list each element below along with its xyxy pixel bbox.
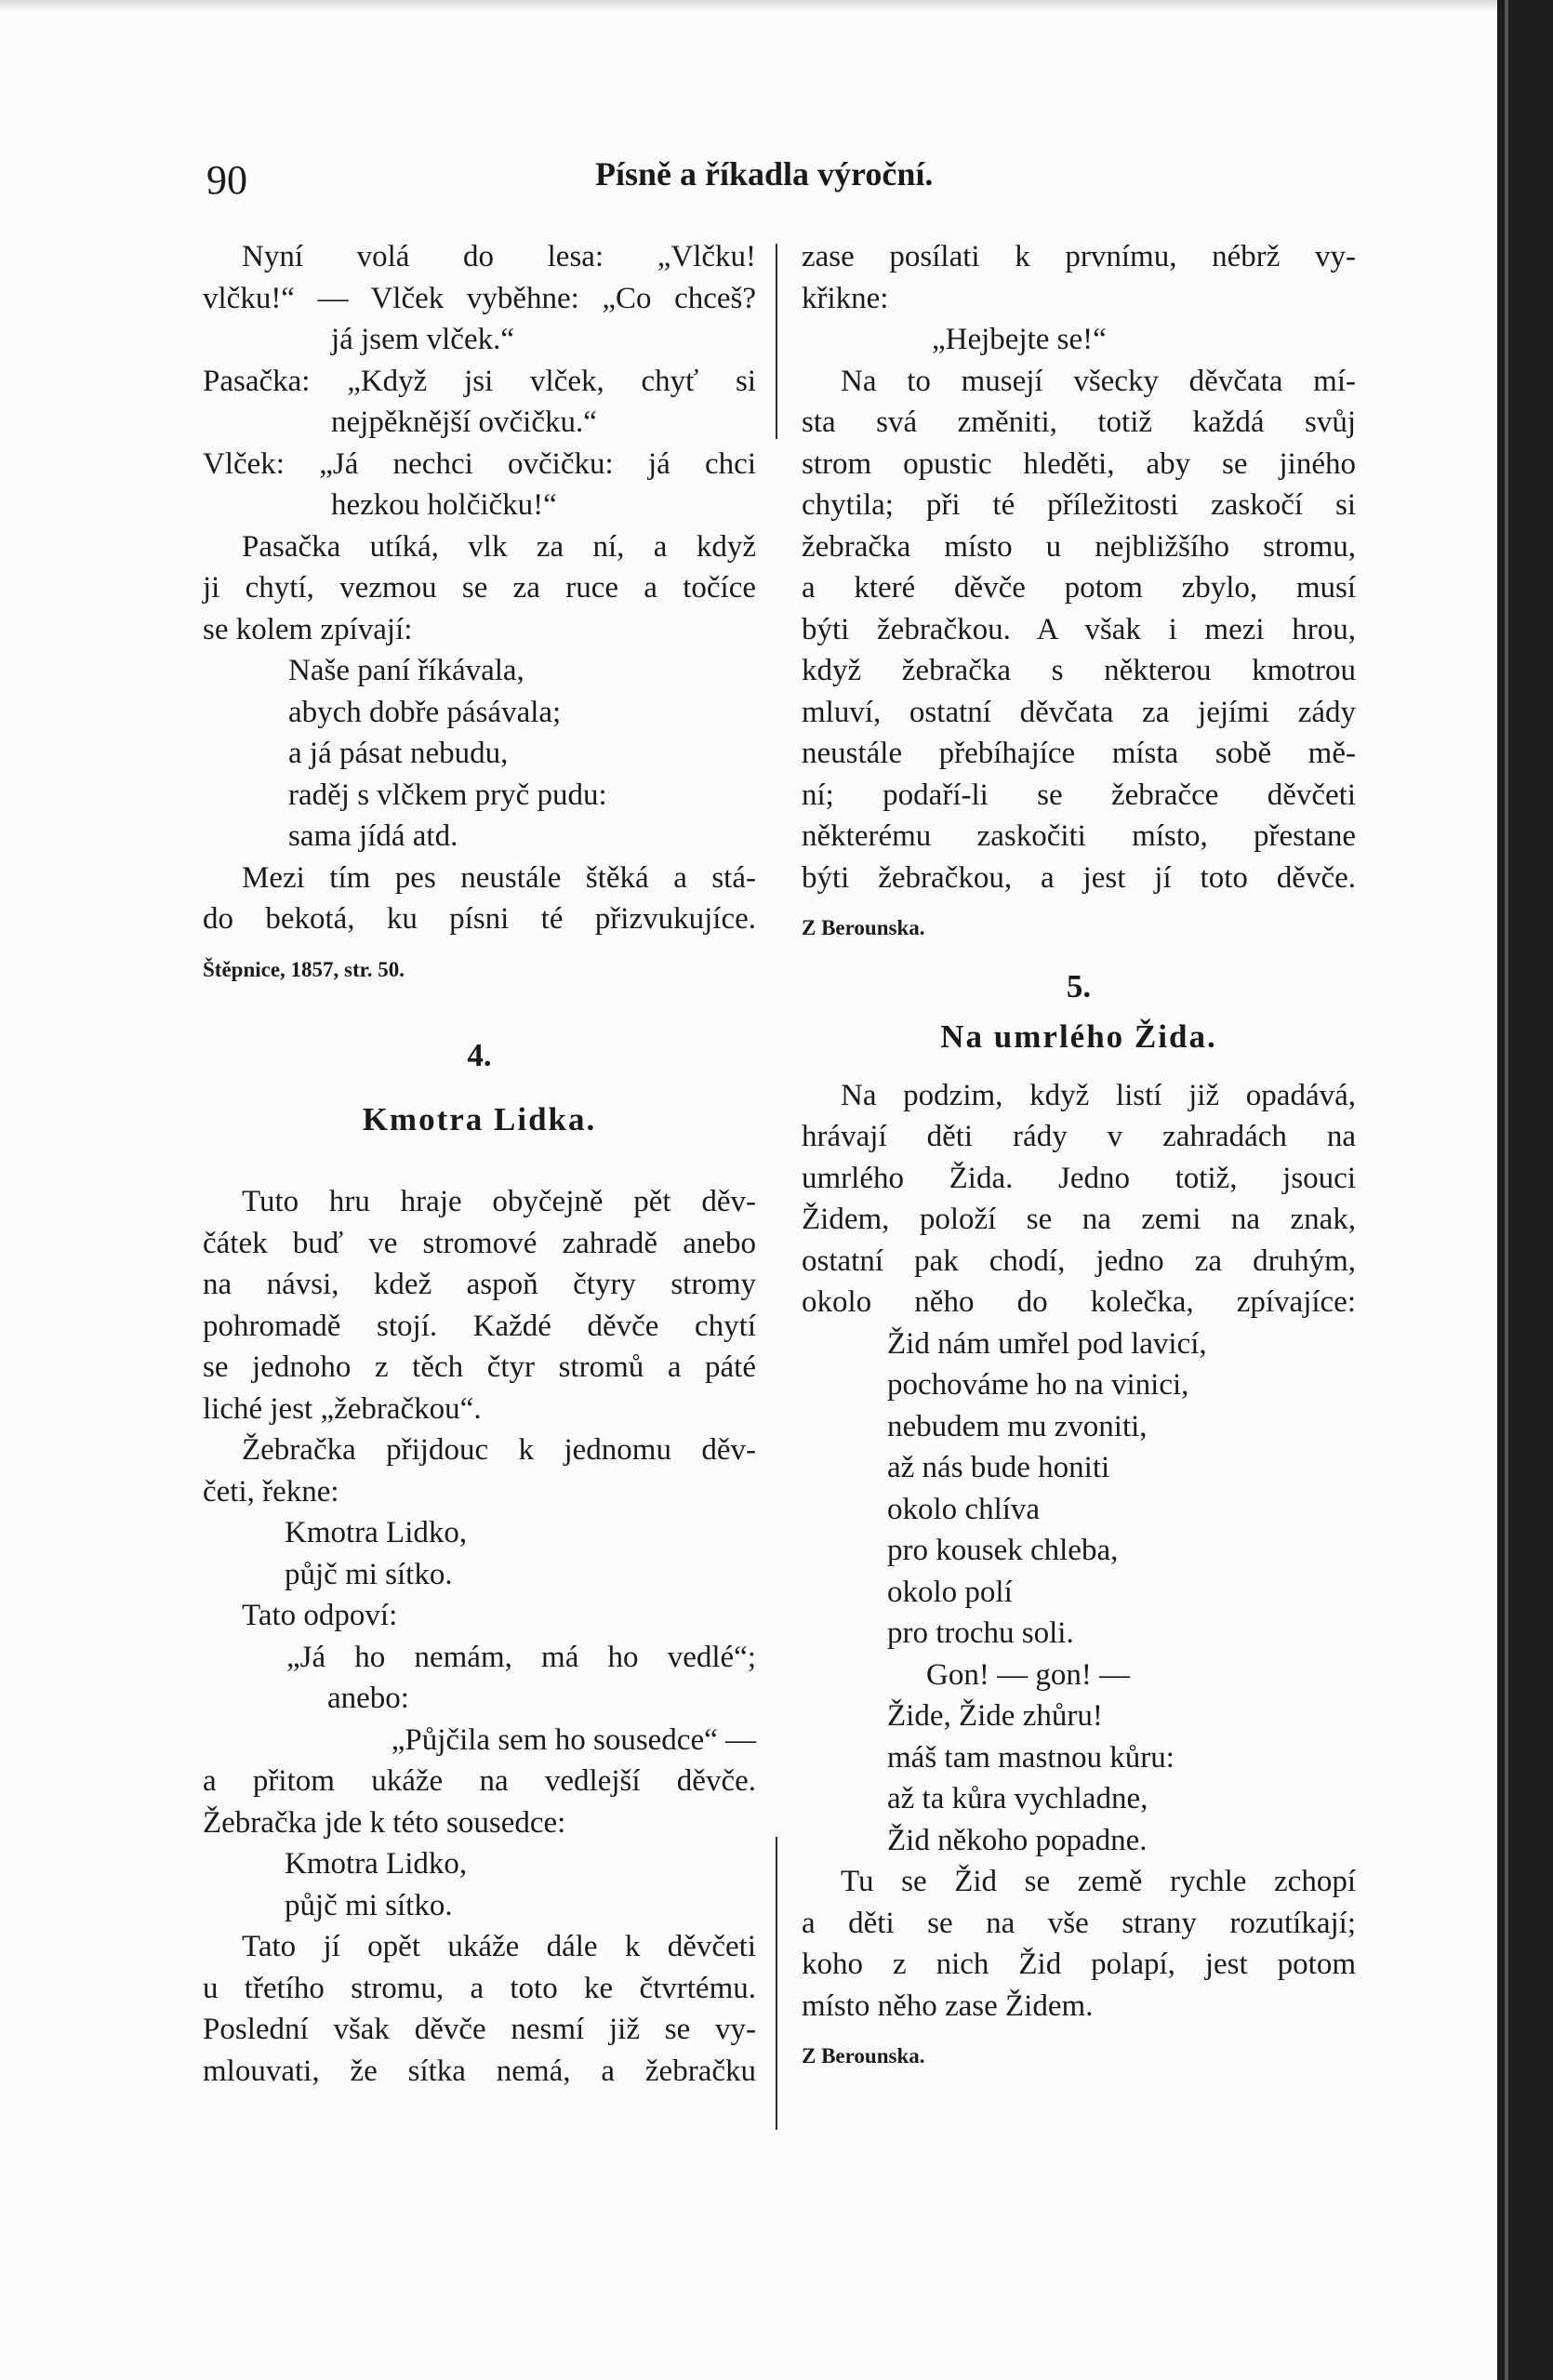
text-line: a které děvče potom zbylo, musí: [802, 571, 1356, 605]
paragraph: [203, 1926, 756, 2092]
verse-block: [203, 650, 756, 858]
text-line: četi, řekne:: [203, 1474, 339, 1509]
text-line: ji chytí, vezmou se za ruce a točíce: [203, 571, 756, 605]
column-divider-bottom: [776, 1837, 777, 2130]
text-line: strom opustic hleděti, aby se jiného: [802, 446, 1356, 481]
verse-line: okolo chlíva: [887, 1492, 1041, 1526]
paragraph: [203, 858, 756, 940]
verse-line: pro trochu soli.: [887, 1616, 1074, 1650]
verse-line: půjč mi sítko.: [285, 1888, 453, 1922]
spine-edge-line: [1505, 0, 1508, 2380]
text-line: Na podzim, když listí již opadává,: [841, 1078, 1356, 1112]
text-line: Tato jí opět ukáže dále k děvčeti: [242, 1930, 756, 1963]
text-line: když žebračka s některou kmotrou: [802, 654, 1356, 687]
verse-line: Kmotra Lidko,: [285, 1847, 468, 1881]
paragraph: [802, 1075, 1356, 1323]
verse-line: Žid nám umřel pod lavicí,: [887, 1326, 1207, 1361]
text-line: neustále přebíhajíce místa sobě mě-: [802, 737, 1356, 770]
text-line: a děti se na vše strany rozutíkají;: [802, 1906, 1356, 1940]
verse-line: abych dobře pásávala;: [288, 695, 562, 729]
section-number: 4.: [467, 1037, 492, 1073]
text-line: koho z nich Žid polapí, jest potom: [802, 1948, 1356, 1981]
text-line: Tato odpoví:: [242, 1599, 398, 1632]
text-line: hrávají děti rády v zahradách na: [802, 1120, 1356, 1153]
source-citation: Z Berounska.: [802, 916, 925, 939]
column-divider-top: [776, 244, 777, 439]
text-line: místo něho zase Židem.: [802, 1988, 1094, 2023]
text-line: chytila; při té příležitosti zaskočí si: [802, 488, 1356, 522]
text-line: okolo něho do kolečka, zpívajíce:: [802, 1285, 1356, 1319]
verse-line: až nás bude honiti: [887, 1451, 1110, 1484]
text-line: některému zaskočiti místo, přestane: [802, 819, 1356, 853]
dialogue-line: vlčku!“ — Vlček vyběhne: „Co chceš?: [203, 281, 756, 315]
text-line: Na to musejí všecky děvčata mí-: [841, 364, 1356, 398]
shout-line: „Hejbejte se!“: [932, 323, 1107, 356]
text-line: u třetího stromu, a toto ke čtvrtému.: [203, 1971, 756, 2005]
text-line: pohromadě stojí. Každé děvče chytí: [203, 1309, 756, 1343]
text-line: křikne:: [802, 281, 889, 315]
text-line: se kolem zpívají:: [203, 612, 413, 646]
text-line: se jednoho z těch čtyr stromů a páté: [203, 1350, 756, 1384]
verse-line: Kmotra Lidko,: [285, 1516, 468, 1549]
paragraph: [203, 1761, 756, 1843]
text-line: zase posílati k prvnímu, nébrž vy-: [802, 240, 1356, 273]
verse-block: [203, 1843, 756, 1926]
quote-line: anebo:: [327, 1682, 409, 1715]
section-title: Na umrlého Žida.: [940, 1018, 1217, 1055]
verse-line: Gon! — gon! —: [926, 1657, 1131, 1692]
dialogue-line: já jsem vlček.“: [331, 323, 515, 356]
verse-line: pochováme ho na vinici,: [887, 1368, 1189, 1402]
paragraph: [802, 361, 1356, 899]
verse-line: a já pásat nebudu,: [288, 737, 509, 770]
section-title: Kmotra Lidka.: [362, 1100, 597, 1137]
verse-line: až ta kůra vychladne,: [887, 1782, 1148, 1815]
text-line: sta svá změniti, totiž každá svůj: [802, 406, 1356, 439]
verse-line: Naše paní říkávala,: [288, 654, 524, 687]
paragraph: [802, 236, 1356, 319]
text-line: Tu se Žid se země rychle zchopí: [841, 1865, 1356, 1898]
right-column: [802, 236, 1356, 2085]
dialogue-line: Vlček: „Já nechci ovčičku: já chci: [203, 446, 756, 481]
paragraph: [203, 526, 756, 651]
text-line: ostatní pak chodí, jedno za druhým,: [802, 1243, 1356, 1278]
text-line: mlouvati, že sítka nemá, a žebračku: [203, 2054, 756, 2088]
quote-line: „Půjčila sem ho sousedce“ —: [391, 1722, 756, 1757]
section-number: 5.: [1066, 967, 1092, 1004]
text-line: Žebračka jde k této sousedce:: [203, 1805, 566, 1840]
verse-block: [203, 1512, 756, 1595]
text-line: Poslední však děvče nesmí již se vy-: [203, 2013, 756, 2046]
text-line: býti žebračkou, a jest jí toto děvče.: [802, 860, 1356, 895]
left-column: [203, 236, 756, 2092]
verse-line: půjč mi sítko.: [285, 1557, 453, 1591]
verse-line: nebudem mu zvoniti,: [887, 1409, 1148, 1443]
running-title: Písně a říkadla výroční.: [595, 155, 934, 193]
text-line: mluví, ostatní děvčata za jejími zády: [802, 695, 1356, 729]
text-line: Tuto hru hraje obyčejně pět děv-: [242, 1185, 756, 1218]
text-line: žebračka místo u nejbližšího stromu,: [802, 529, 1356, 564]
text-line: ní; podaří-li se žebračce děvčeti: [802, 778, 1356, 812]
verse-line: raděj s vlčkem pryč pudu:: [288, 778, 607, 812]
quote-line: „Já ho nemám, má ho vedlé“;: [286, 1640, 756, 1674]
verse-line: okolo polí: [887, 1575, 1013, 1609]
paragraph: [203, 1181, 756, 1429]
paragraph: [203, 1429, 756, 1512]
text-line: čátek buď ve stromové zahradě anebo: [203, 1226, 756, 1260]
verse-line: Žid někoho popadne.: [887, 1823, 1148, 1857]
verse-line: sama jídá atd.: [288, 819, 458, 853]
text-line: liché jest „žebračkou“.: [203, 1391, 482, 1426]
text-line: býti žebračkou. A však i mezi hrou,: [802, 612, 1356, 646]
text-line: na návsi, kdež aspoň čtyry stromy: [203, 1268, 756, 1301]
dialogue-block: [203, 236, 756, 526]
text-line: Mezi tím pes neustále štěká a stá-: [242, 860, 756, 895]
source-citation: Štěpnice, 1857, str. 50.: [203, 957, 405, 981]
text-line: Židem, položí se na zemi na znak,: [802, 1203, 1356, 1236]
source-citation: Z Berounska.: [802, 2044, 925, 2068]
dialogue-line: Pasačka: „Když jsi vlček, chyť si: [203, 364, 756, 398]
dialogue-line: Nyní volá do lesa: „Vlčku!: [242, 240, 756, 273]
page-top-shadow: [0, 0, 1497, 11]
verse-line: máš tam mastnou kůru:: [887, 1740, 1175, 1775]
dialogue-line: hezkou holčičku!“: [331, 488, 557, 522]
page-number: 90: [206, 157, 247, 203]
paragraph: [802, 1861, 1356, 2027]
verse-block: [802, 1323, 1356, 1862]
text-line: a přitom ukáže na vedlejší děvče.: [203, 1764, 756, 1798]
text-line: Pasačka utíká, vlk za ní, a když: [242, 529, 756, 564]
verse-line: Žide, Žide zhůru!: [887, 1699, 1103, 1733]
text-line: umrlého Žida. Jedno totiž, jsouci: [802, 1161, 1356, 1195]
quote-block: [203, 1637, 756, 1720]
text-line: Žebračka přijdouc k jednomu děv-: [242, 1433, 756, 1467]
dialogue-line: nejpěknější ovčičku.“: [331, 406, 597, 439]
verse-line: pro kousek chleba,: [887, 1534, 1119, 1567]
text-line: do bekotá, ku písni té přizvukujíce.: [203, 902, 756, 936]
